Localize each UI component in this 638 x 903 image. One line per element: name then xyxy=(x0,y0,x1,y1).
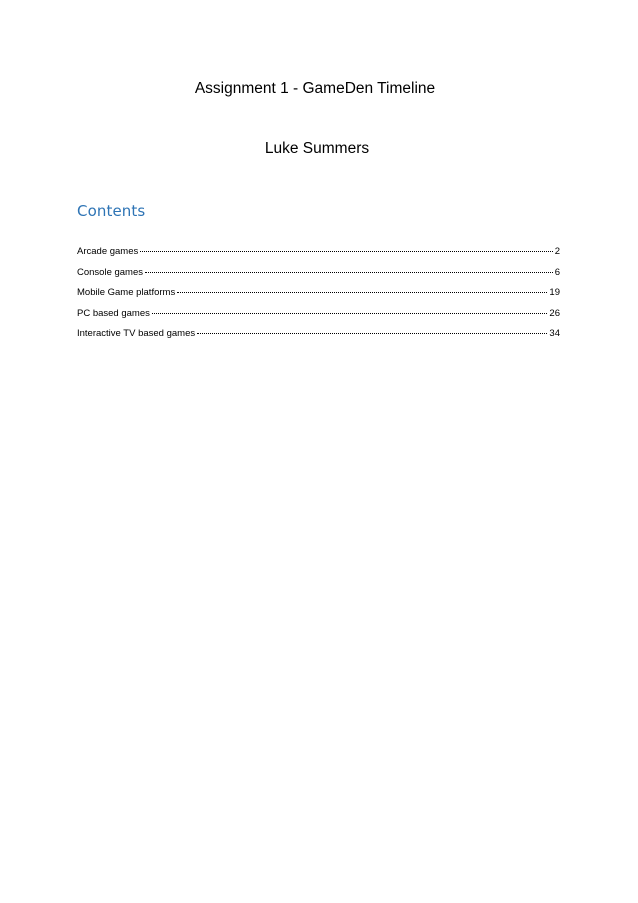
toc-entry-mobile-game-platforms[interactable] xyxy=(77,283,560,304)
toc-entry-page: 2 xyxy=(554,246,560,257)
toc-entry-page: 34 xyxy=(549,328,560,339)
toc-dot-leader xyxy=(151,304,549,316)
toc-dot-leader xyxy=(139,242,553,254)
toc-dot-leader xyxy=(176,283,548,295)
toc-entry-label: Arcade games xyxy=(77,246,139,257)
toc-entry-arcade-games[interactable] xyxy=(77,242,560,263)
document-title-text: Assignment 1 - GameDen Timeline xyxy=(194,80,436,97)
document-title xyxy=(0,79,638,99)
contents-heading: Contents xyxy=(77,202,146,220)
toc-entry-label: Console games xyxy=(77,266,144,278)
document-author-text: Luke Summers xyxy=(264,140,370,157)
toc-entry-label: PC based games xyxy=(77,307,150,319)
toc-entry-label: Interactive TV based games xyxy=(77,328,196,339)
table-of-contents xyxy=(77,242,560,345)
toc-entry-page: 6 xyxy=(554,266,560,278)
toc-entry-label: Mobile Game platforms xyxy=(77,287,176,298)
toc-dot-leader xyxy=(144,263,554,275)
toc-entry-page: 19 xyxy=(549,287,560,298)
toc-entry-console-games[interactable] xyxy=(77,263,560,284)
document-author xyxy=(0,139,638,159)
toc-dot-leader xyxy=(196,324,548,336)
toc-entry-page: 26 xyxy=(549,307,560,319)
toc-entry-interactive-tv-based-games[interactable] xyxy=(77,324,560,345)
toc-entry-pc-based-games[interactable] xyxy=(77,304,560,325)
